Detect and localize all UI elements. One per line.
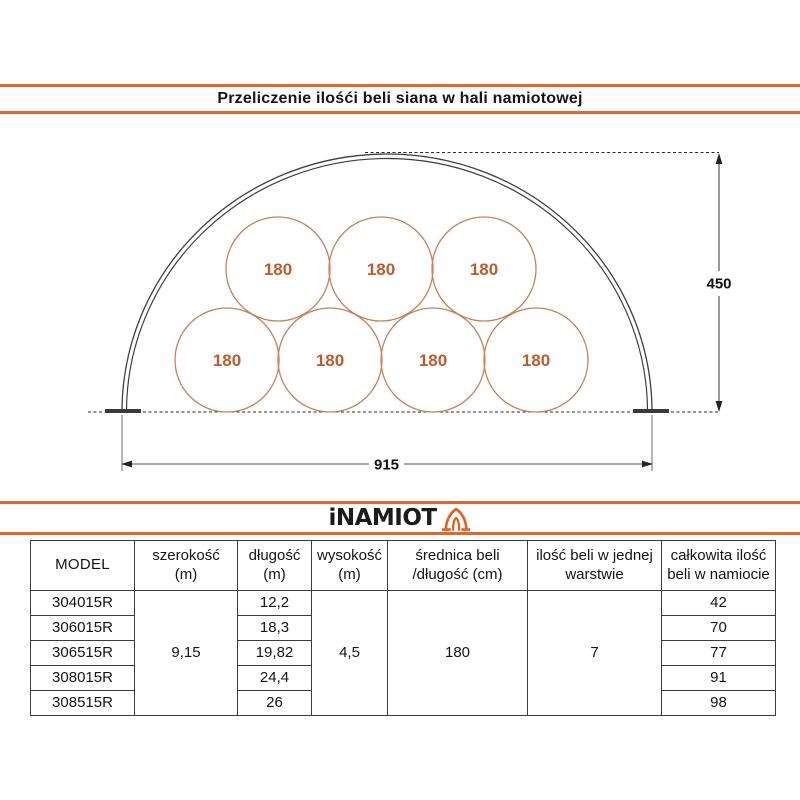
tent-icon: [442, 506, 472, 532]
arrow-right-icon: [642, 461, 653, 468]
bale-diameter-label: 180: [469, 260, 499, 279]
dlugosc-cell: 26: [238, 691, 312, 716]
szerokosc-cell: 9,15: [135, 591, 238, 716]
srednica-cell: 180: [388, 591, 528, 716]
height-dimension-label: 450: [706, 275, 732, 293]
model-cell: 308515R: [31, 691, 135, 716]
bale-diameter-label: 180: [263, 260, 293, 279]
ilosc-warstwa-cell: 7: [528, 591, 662, 716]
arrow-left-icon: [121, 461, 132, 468]
height-dimension: [706, 153, 731, 412]
dlugosc-cell: 19,82: [238, 641, 312, 666]
arrow-up-icon: [716, 153, 723, 164]
width-dimension-label: 915: [373, 456, 400, 474]
column-header-wysokosc: wysokość (m): [312, 541, 388, 591]
column-header-dlugosc: długość (m): [238, 541, 312, 591]
dlugosc-cell: 12,2: [238, 591, 312, 616]
dlugosc-cell: 24,4: [238, 666, 312, 691]
bale-diameter-label: 180: [418, 351, 448, 370]
tent-cross-section-diagram: [0, 140, 800, 490]
table-header-row: [31, 541, 776, 591]
column-header-szerokosc: szerokość (m): [135, 541, 238, 591]
tent-arch-inner: [127, 158, 648, 412]
logo-band: [0, 501, 800, 535]
tent-arch-outer: [122, 154, 652, 412]
column-header-srednica: średnica beli /długość (cm): [388, 541, 528, 591]
column-header-ilosc-warstwa: ilość beli w jednej warstwie: [528, 541, 662, 591]
bale-diameter-label: 180: [212, 351, 242, 370]
calkowita-cell: 77: [662, 641, 776, 666]
bale-capacity-table: [30, 540, 776, 716]
arrow-down-icon: [716, 401, 723, 412]
model-cell: 306515R: [31, 641, 135, 666]
calkowita-cell: 42: [662, 591, 776, 616]
calkowita-cell: 70: [662, 616, 776, 641]
title-band: [0, 84, 800, 114]
bale-diameter-label: 180: [521, 351, 551, 370]
calkowita-cell: 91: [662, 666, 776, 691]
model-cell: 306015R: [31, 616, 135, 641]
wysokosc-cell: 4,5: [312, 591, 388, 716]
calkowita-cell: 98: [662, 691, 776, 716]
page-title: Przeliczenie ilośći beli siana w hali namiotowej: [217, 90, 583, 107]
bale-diameter-label: 180: [315, 351, 345, 370]
column-header-model: MODEL: [31, 541, 135, 591]
width-dimension: [121, 415, 653, 474]
table-row: [31, 591, 776, 616]
dlugosc-cell: 18,3: [238, 616, 312, 641]
model-cell: 304015R: [31, 591, 135, 616]
logo-text: iNAMIOT: [328, 505, 437, 531]
bale-diameter-label: 180: [366, 260, 396, 279]
model-cell: 308015R: [31, 666, 135, 691]
column-header-calkowita: całkowita ilość beli w namiocie: [662, 541, 776, 591]
